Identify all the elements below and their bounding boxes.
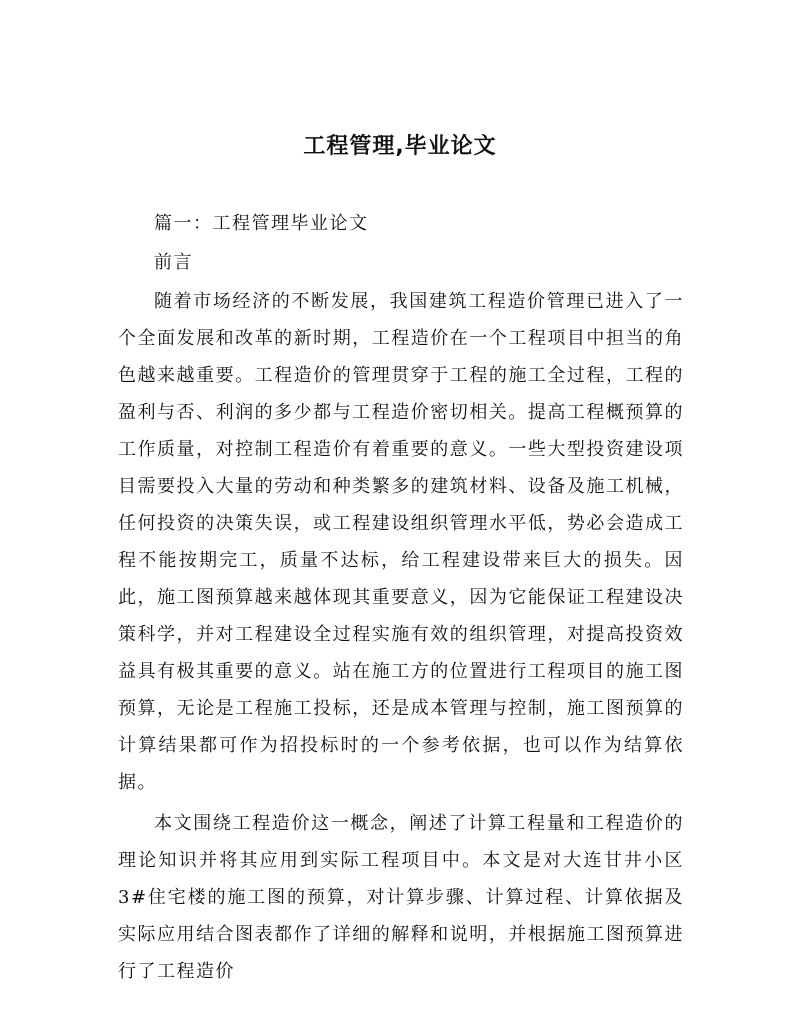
body-paragraph: 随着市场经济的不断发展，我国建筑工程造价管理已进入了一个全面发展和改革的新时期，工程造价在一个工程项目中担当的角色越来越重要。工程造价的管理贯穿于工程的施工全过程，工程的盈利与否、利润的多少都与工程造价密切相关。提高工程概预算的工作质量，对控制工程造价有着重要的意义。一些大型投资建设项目需要投入大量的劳动和种类繁多的建筑材料、设备及施工机械，任何投资的决策失误，或工程建设组织管理水平低，势必会造成工程不能按期完工，质量不达标，给工程建设带来巨大的损失。因此，施工图预算越来越体现其重要意义，因为它能保证工程建设决策科学，并对工程建设全过程实施有效的组织管理，对提高投资效益具有极其重要的意义。站在施工方的位置进行工程项目的施工图预算，无论是工程施工投标，还是成本管理与控制，施工图预算的计算结果都可作为招投标时的一个参考依据，也可以作为结算依据。 [118, 291, 684, 793]
document-body [118, 205, 684, 990]
section-heading: 篇一：工程管理毕业论文 [154, 213, 369, 234]
preface-heading: 前言 [154, 252, 193, 273]
document-title: 工程管理,毕业论文 [303, 134, 497, 159]
body-paragraph: 本文围绕工程造价这一概念，阐述了计算工程量和工程造价的理论知识并将其应用到实际工程项目中。本文是对大连甘井小区 3#住宅楼的施工图的预算，对计算步骤、计算过程、计算依据及实际应用结合图表都作了详细的解释和说明，并根据施工图预算进行了工程造价 [118, 813, 684, 982]
